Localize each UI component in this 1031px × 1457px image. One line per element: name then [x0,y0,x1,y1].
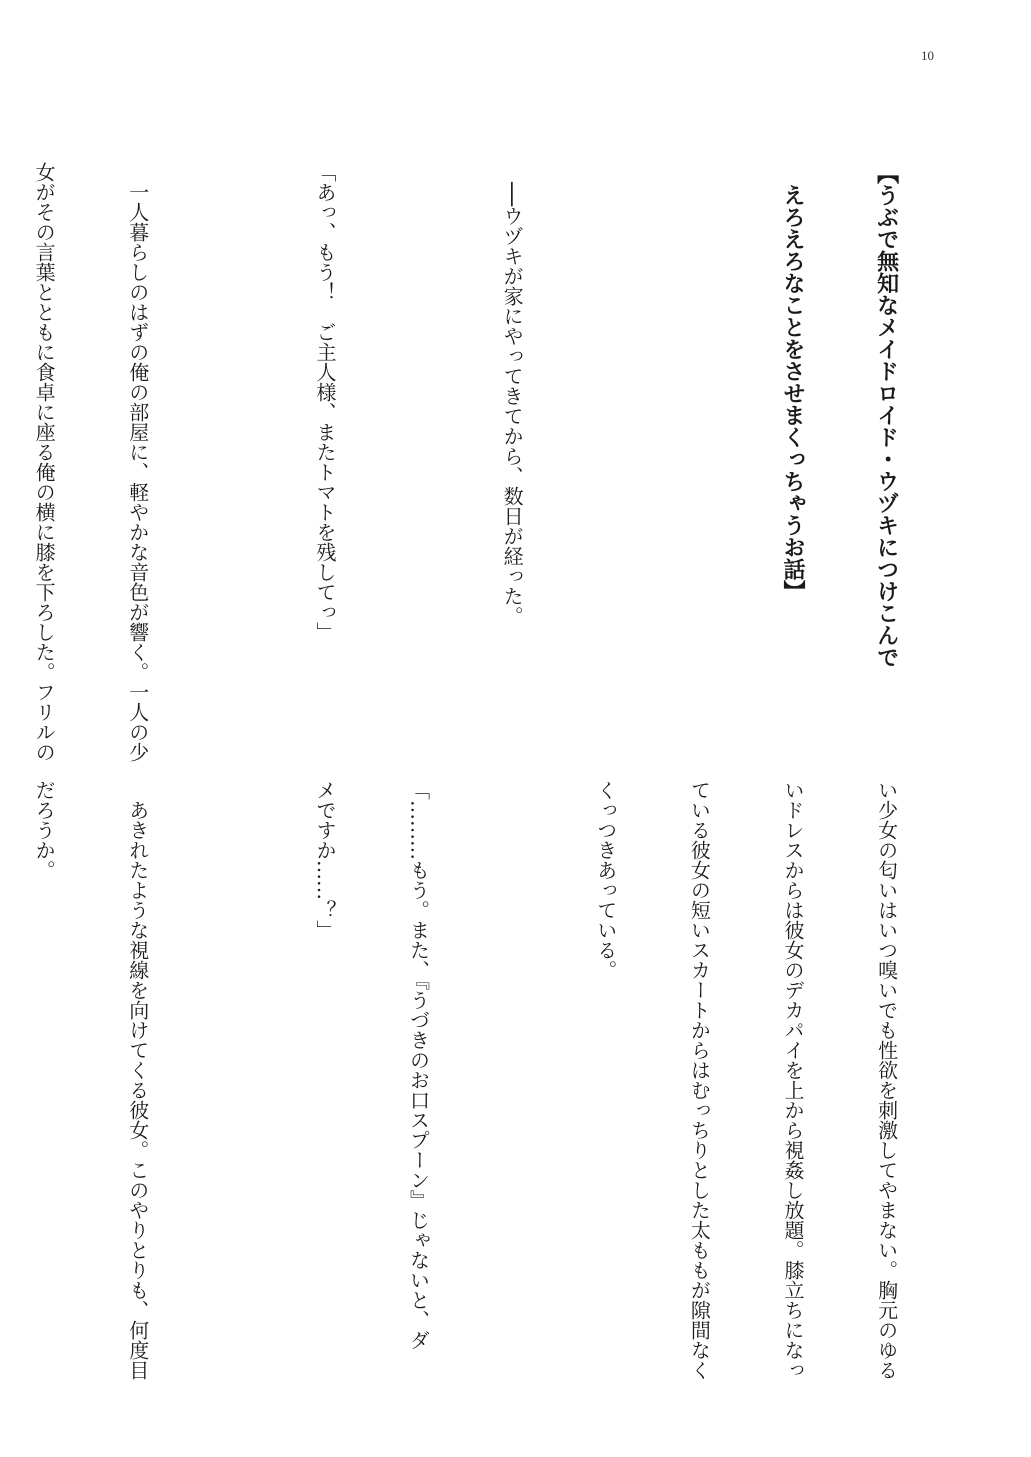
text-line [683,162,714,722]
text-line [215,780,246,1400]
story-title-line: 【うぶで無知なメイドロイド・ウヅキにつけこんで [873,162,900,668]
text-line [215,162,246,722]
text-line: 一人暮らしのはずの俺の部屋に、軽やかな音色が響く。一人の少 [125,162,150,762]
text-line [496,780,527,1400]
text-line: だろうか。 [32,780,57,880]
text-line [402,162,433,722]
text-line: 「あっ、もう！ ご主人様、またトマトを残してっ」 [312,162,337,642]
text-line: 女がその言葉とともに食卓に座る俺の横に膝を下ろした。フリルの [32,162,57,762]
bottom-text-block [0,780,964,1400]
story-title-line: えろえろなことをさせまくっちゃうお話】 [779,162,806,602]
text-line: くっつきあっている。 [593,780,618,980]
top-text-block [0,162,964,762]
text-line: いドレスからは彼女のデカパイを上から視姦し放題。膝立ちになっ [780,780,805,1380]
text-line: メですか……？」 [312,780,337,940]
text-line: い少女の匂いはいつ嗅いでも性欲を刺激してやまない。胸元のゆる [874,780,899,1380]
text-line: ──ウヅキが家にやってきてから、数日が経った。 [500,162,525,627]
page-number: 10 [921,48,934,63]
text-line: あきれたような視線を向けてくる彼女。このやりとりも、何度目 [125,780,150,1380]
text-line [590,162,621,722]
text-line: ている彼女の短いスカートからはむっちりとした太ももが隙間なく [687,780,712,1380]
text-line: 「………もう。また、『うづきのお口スプーン』じゃないと、ダ [406,780,431,1350]
